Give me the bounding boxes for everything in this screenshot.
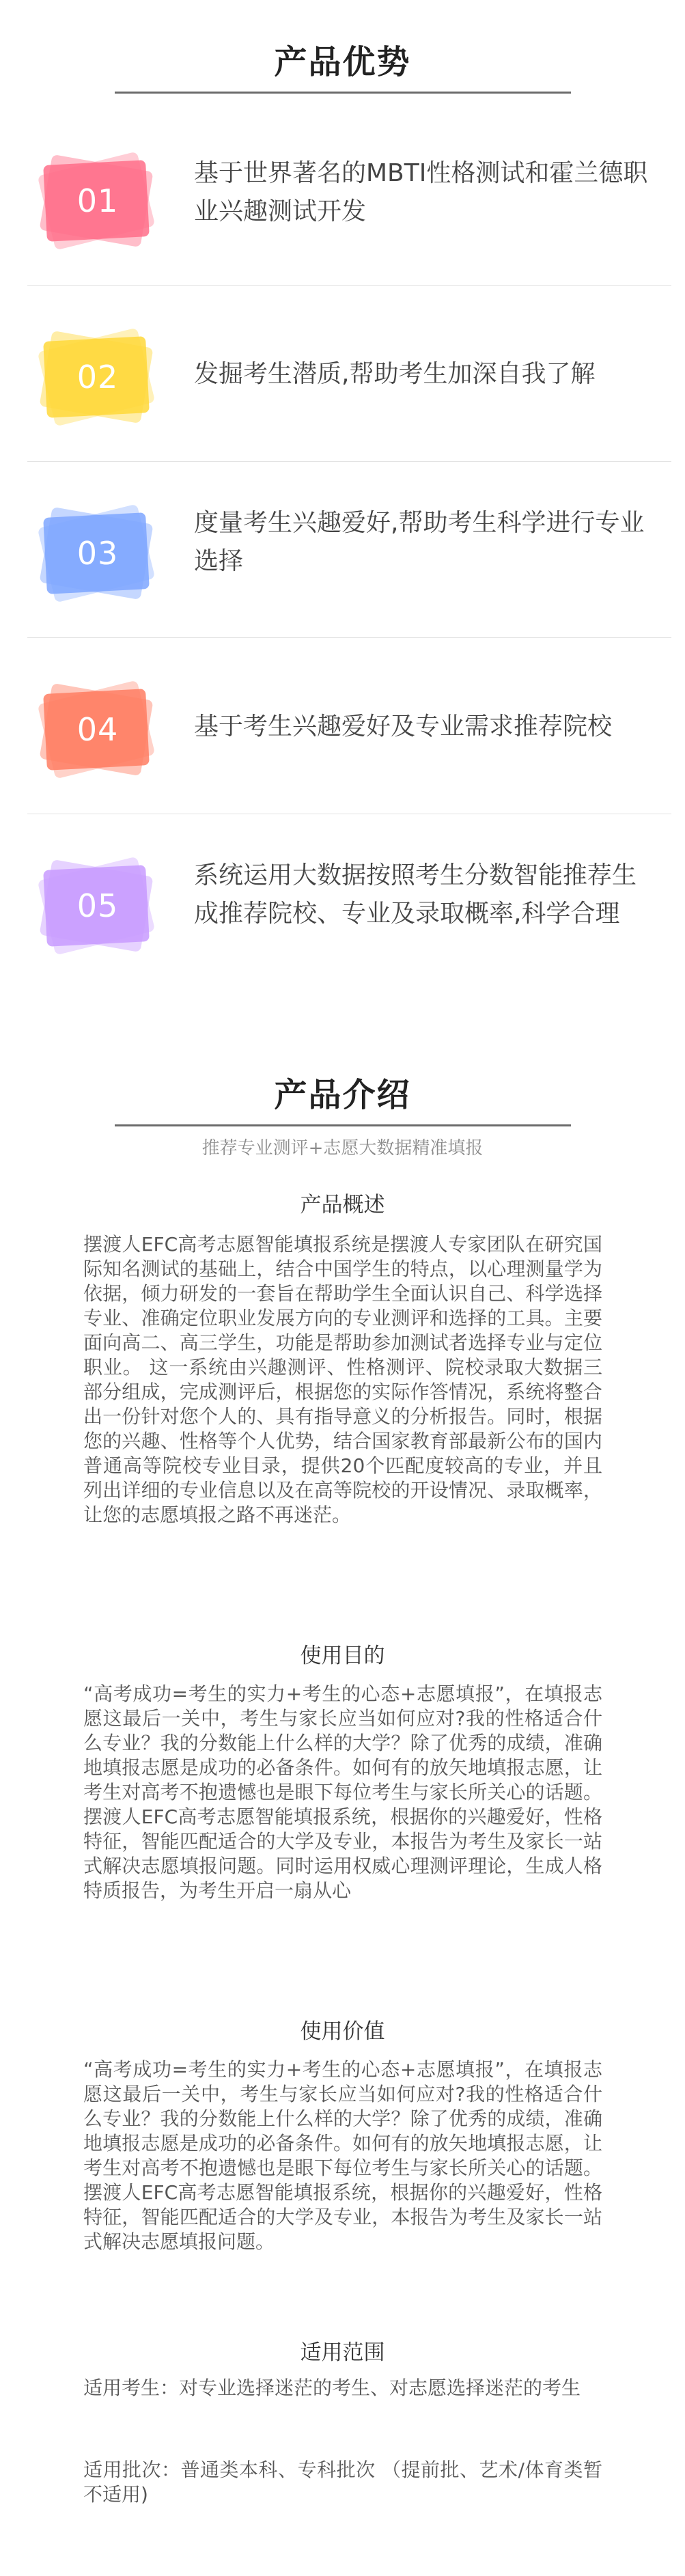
badge-number: 02	[76, 359, 119, 396]
value-text: “高考成功=考生的实力+考生的心态+志愿填报”，在填报志愿这最后一关中，考生与家长应当如何应对?我的性格适合什么专业？我的分数能上什么样的大学？除了优秀的成绩，准确地填报志愿是成功的必备条件。如何有的放矢地填报志愿，让考生对高考不抱遗憾也是眼下每位考生与家长所关心的话题。摆渡人EFC高考志愿智能填报系统，根据你的兴趣爱好，性格特征，智能匹配适合的大学及专业，本报告为考生及家长一站式解决志愿填报问题。	[83, 2058, 602, 2253]
purpose-text: “高考成功=考生的实力+考生的心态+志愿填报”，在填报志愿这最后一关中，考生与家长应当如何应对?我的性格适合什么专业？我的分数能上什么样的大学？除了优秀的成绩，准确地填报志愿是成功的必备条件。如何有的放矢地填报志愿，让考生对高考不抱遗憾也是眼下每位考生与家长所关心的话题。摆渡人EFC高考志愿智能填报系统，根据你的兴趣爱好，性格特征，智能匹配适合的大学及专业，本报告为考生及家长一站式解决志愿填报问题。同时运用权威心理测评理论，生成人格特质报告，为考生开启一扇从心	[83, 1682, 602, 1902]
advantage-item-04	[0, 638, 685, 814]
number-badge	[26, 675, 169, 784]
advantage-item-01	[0, 109, 685, 286]
overview-text: 摆渡人EFC高考志愿智能填报系统是摆渡人专家团队在研究国际知名测试的基础上，结合中国学生的特点，以心理测量学为依据，倾力研发的一套旨在帮助学生全面认识自己、科学选择专业、准确定位职业发展方向的专业测评和选择的工具。主要面向高二、高三学生，功能是帮助参加测试者选择专业与定位职业。 这一系统由兴趣测评、性格测评、院校录取大数据三部分组成，完成测评后，根据您的实际作答情况，系统将整合出一份针对您个人的、具有指导意义的分析报告。同时，根据您的兴趣、性格等个人优势，结合国家教育部最新公布的国内普通高等院校专业目录，提供20个匹配度较高的专业，并且列出详细的专业信息以及在高等院校的开设情况、录取概率，让您的志愿填报之路不再迷茫。	[83, 1233, 602, 1526]
badge-number: 01	[76, 182, 119, 219]
badge-number: 05	[76, 887, 119, 924]
badge-number: 04	[76, 711, 119, 748]
intro-title: 产品介绍	[274, 1076, 411, 1114]
value-heading: 使用价值	[300, 2019, 385, 2044]
number-badge	[26, 851, 169, 960]
intro-subtitle: 推荐专业测评+志愿大数据精准填报	[201, 1138, 484, 1159]
advantage-item-05	[0, 814, 685, 991]
intro-title-underline	[115, 1124, 571, 1126]
overview-heading: 产品概述	[300, 1193, 385, 1217]
advantage-text: 系统运用大数据按照考生分数智能推荐生成推荐院校、专业及录取概率,科学合理	[194, 861, 637, 928]
advantage-text: 基于考生兴趣爱好及专业需求推荐院校	[194, 712, 613, 740]
number-badge	[26, 322, 169, 432]
advantage-text: 基于世界著名的MBTI性格测试和霍兰德职业兴趣测试开发	[194, 159, 648, 225]
number-badge	[26, 146, 169, 255]
advantage-text: 度量考生兴趣爱好,帮助考生科学进行专业选择	[194, 509, 645, 575]
advantages-title: 产品优势	[274, 43, 411, 81]
scope-batches-text: 适用批次：普通类本科、专科批次 （提前批、艺术/体育类暂不适用)	[83, 2459, 602, 2506]
number-badge	[26, 499, 169, 608]
purpose-heading: 使用目的	[300, 1644, 385, 1668]
badge-number: 03	[76, 535, 119, 572]
advantage-text: 发掘考生潜质,帮助考生加深自我了解	[194, 360, 596, 388]
scope-students-text: 适用考生：对专业选择迷茫的考生、对志愿选择迷茫的考生	[83, 2377, 581, 2399]
advantages-title-underline	[115, 92, 571, 94]
advantage-item-02	[0, 286, 685, 462]
scope-heading: 适用范围	[300, 2340, 385, 2365]
advantage-item-03	[0, 462, 685, 638]
